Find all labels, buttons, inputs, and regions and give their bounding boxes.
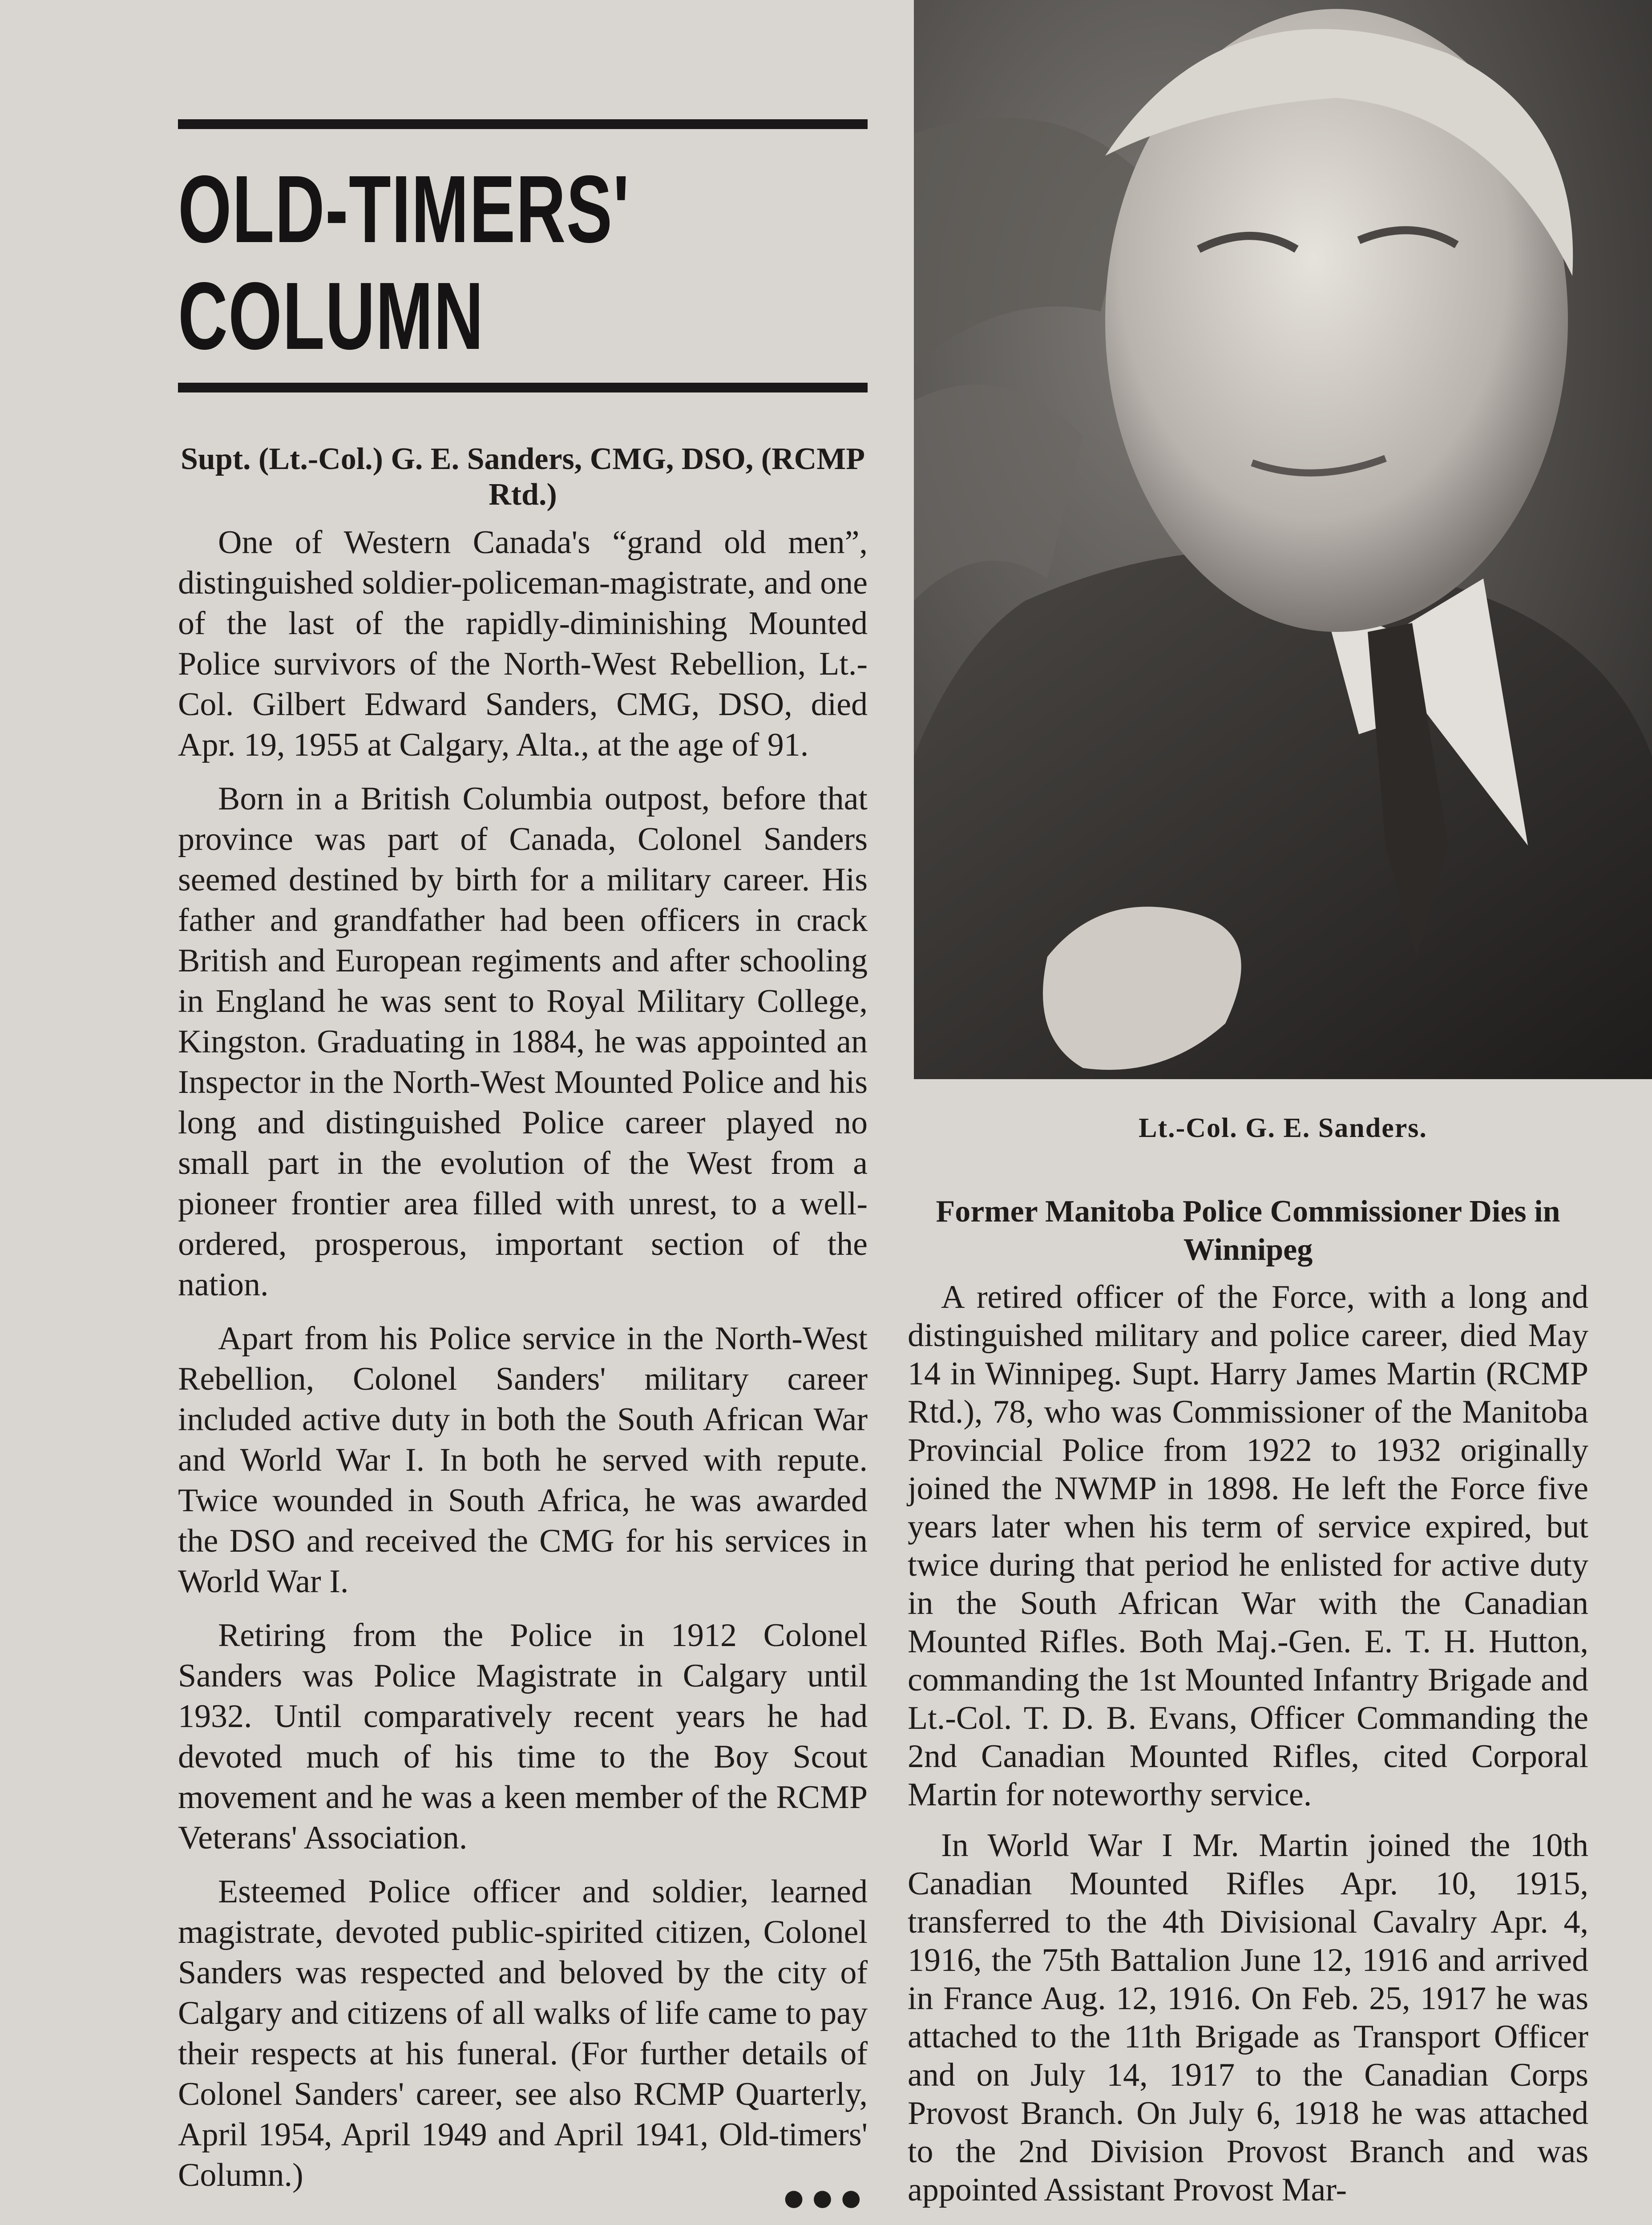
heading-rule — [178, 383, 868, 392]
paragraph: Esteemed Police officer and soldier, learned magistrate, devoted public-spirited citizen, Colonel Sanders was respected and beloved by the city of Calgary and citizens of all walks of life came to pay their respects at his funeral. (For further details of Colonel Sanders' career, see also RCMP Quarterly, April 1954, April 1949 and April 1941, Old-timers' Column.) — [178, 1873, 868, 2193]
paragraph: Born in a British Columbia outpost, before that province was part of Canada, Colonel Sanders seemed destined by birth for a military career. His father and grandfather had been officers in crack British and European regiments and after schooling in England he was sent to Royal Military College, Kingston. Graduating in 1884, he was appointed an Inspector in the North-West Mounted Police and his long and distinguished Police career played no small part in the evolution of the West from a pioneer frontier area filled with unrest, to a well-ordered, prosperous, important section of the nation. — [178, 781, 868, 1303]
article-title-sanders: Supt. (Lt.-Col.) G. E. Sanders, CMG, DSO, (RCMP Rtd.) — [180, 442, 865, 512]
paragraph: A retired officer of the Force, with a long and distinguished military and police career, died May 14 in Winnipeg. Supt. Harry James Martin (RCMP Rtd.), 78, who was Commissioner of the Manitoba Provincial Police from 1922 to 1932 originally joined the NWMP in 1898. He left the Force five years later when his term of service expired, but twice during that period he enlisted for active duty in the South African War with the Canadian Mounted Rifles. Both Maj.-Gen. E. T. H. Hutton, commanding the 1st Mounted Infantry Brigade and Lt.-Col. T. D. B. Evans, Officer Commanding the 2nd Canadian Mounted Rifles, cited Corporal Martin for noteworthy service. — [908, 1279, 1588, 1813]
end-mark: ●●● — [781, 2176, 868, 2220]
article-body-sanders — [178, 522, 868, 2220]
right-column — [908, 1193, 1588, 2221]
paragraph: One of Western Canada's “grand old men”, distinguished soldier-policeman-magistrate, and one of the last of the rapidly-diminishing Mounted Police survivors of the North-West Rebellion, Lt.-Col. Gilbert Edward Sanders, CMG, DSO, died Apr. 19, 1955 at Calgary, Alta., at the age of 91. — [178, 524, 868, 763]
paragraph: In World War I Mr. Martin joined the 10th Canadian Mounted Rifles Apr. 10, 1915, transferred to the 4th Divisional Cavalry Apr. 4, 1916, the 75th Battalion June 12, 1916 and arrived in France Aug. 12, 1916. On Feb. 25, 1917 he was attached to the 11th Brigade as Transport Officer and on July 14, 1917 to the Canadian Corps Provost Branch. On July 6, 1918 he was attached to the 2nd Division Provost Branch and was appointed Assistant Provost Mar- — [908, 1827, 1588, 2208]
left-column — [178, 119, 868, 2220]
column-heading: OLD-TIMERS' COLUMN — [178, 155, 630, 369]
portrait-photo — [914, 0, 1652, 1079]
paragraph: Apart from his Police service in the North-West Rebellion, Colonel Sanders' military career included active duty in both the South African War and World War I. In both he served with repute. Twice wounded in South Africa, he was awarded the DSO and received the CMG for his services in World War I. — [178, 1320, 868, 1600]
photo-caption: Lt.-Col. G. E. Sanders. — [1139, 1113, 1427, 1143]
article-title-martin: Former Manitoba Police Commissioner Dies in Winnipeg — [936, 1194, 1560, 1267]
top-rule — [178, 119, 868, 129]
paragraph: Retiring from the Police in 1912 Colonel Sanders was Police Magistrate in Calgary until 1932. Until comparatively recent years he had devoted much of his time to the Boy Scout movement and he was a keen member of the RCMP Veterans' Association. — [178, 1617, 868, 1856]
portrait-photo-illustration — [914, 0, 1652, 1079]
